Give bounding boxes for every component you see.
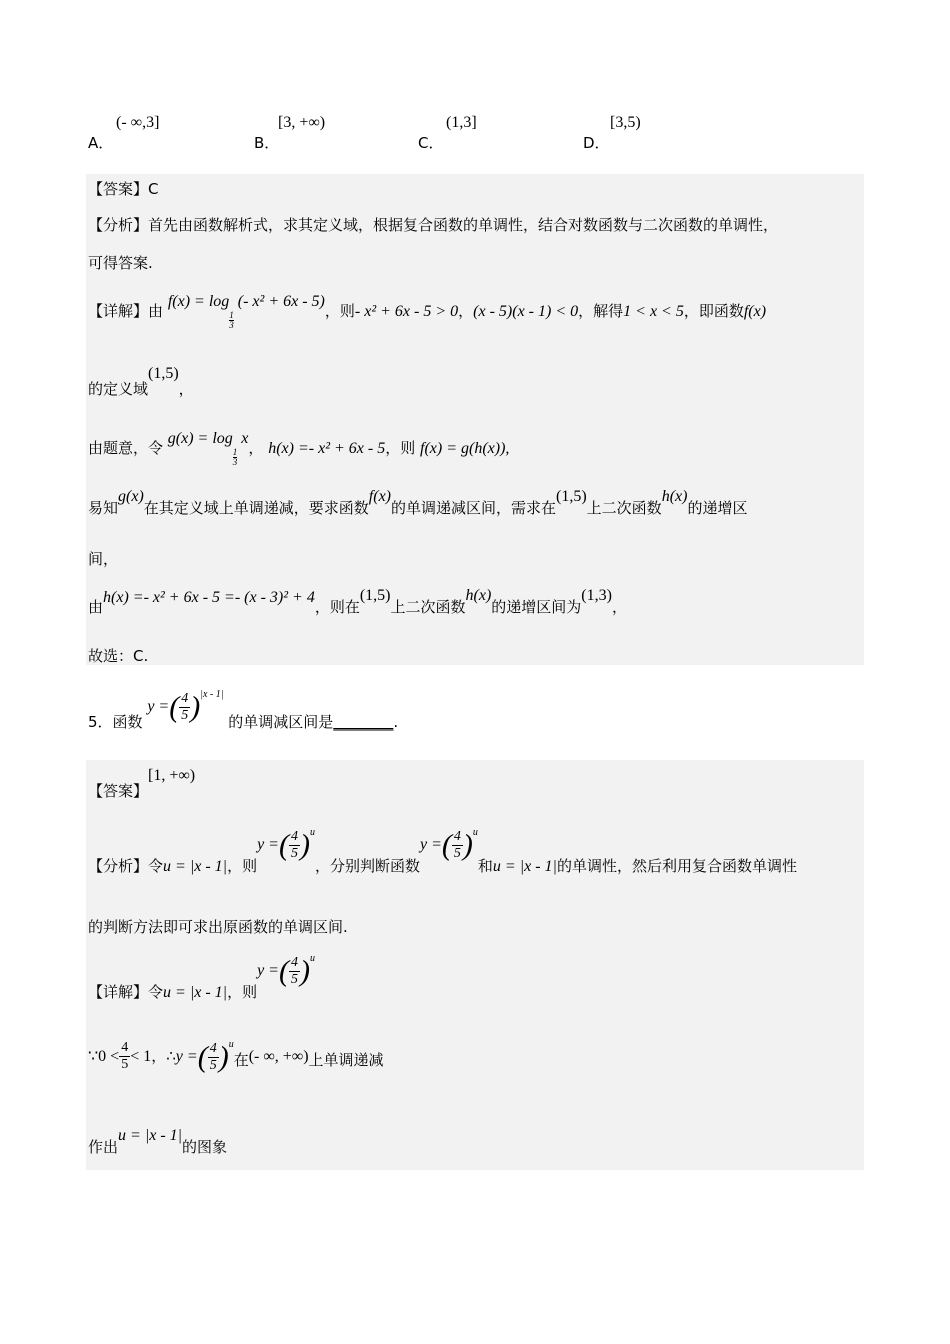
text-t1: 在其定义域上单调递减，要求函数 xyxy=(143,499,369,517)
option-d-value: [3,5) xyxy=(610,114,641,131)
y-eq-d: y = xyxy=(175,1048,198,1065)
text-zai: 在 xyxy=(233,1051,249,1069)
q4-vertex-line xyxy=(88,587,627,617)
answer-blank[interactable]: ________ xyxy=(333,712,394,731)
option-b-letter: B． xyxy=(254,134,280,152)
h-of-x-3: h(x) xyxy=(465,587,492,604)
frac-c xyxy=(289,955,300,988)
log-base-1-3: $\frac{1}{3}$ xyxy=(229,310,234,330)
log-argument: (- x² + 6x - 5) xyxy=(237,293,325,310)
text-t6: ，则在 xyxy=(314,598,360,616)
q4-analysis-line1 xyxy=(88,214,778,235)
inequality-1: - x² + 6x - 5 > 0 xyxy=(354,303,459,320)
frac-e-den: 5 xyxy=(209,1057,217,1073)
analysis-text: 首先由函数解析式，求其定义域，根据复合函数的单调性，结合对数函数与二次函数的单调性， xyxy=(148,216,779,234)
text-t9: ， xyxy=(611,598,627,616)
text-a-t1: ，分别判断函数 xyxy=(314,856,420,875)
answer-value: C xyxy=(148,180,159,198)
lp-a: ( xyxy=(278,828,289,861)
q5-detail-line1 xyxy=(88,952,315,1001)
y-eq-a: y = xyxy=(257,835,279,853)
exp-u-c: u xyxy=(309,952,315,964)
option-b-value: [3, +∞) xyxy=(278,114,326,131)
text-t7: 上二次函数 xyxy=(390,598,466,616)
q5-detail-line3 xyxy=(88,1127,228,1157)
q5-analysis-line1 xyxy=(88,826,797,875)
q4-mono-line2: 间， xyxy=(88,550,119,568)
y-eq-c: y = xyxy=(257,961,279,979)
text-t2: 的单调递减区间，需求在 xyxy=(391,499,557,517)
frac-b-num: 4 xyxy=(453,828,461,844)
frac-c-num: 4 xyxy=(290,954,298,970)
f-of-x: f(x) xyxy=(743,303,767,320)
q5-question xyxy=(88,688,399,731)
u-definition: u = |x - 1| xyxy=(163,857,228,875)
rp-c: ) xyxy=(299,954,310,987)
rp-b: ) xyxy=(462,828,473,861)
q5-function xyxy=(147,688,224,723)
u-definition-3: u = |x - 1| xyxy=(163,983,228,1001)
q4-detail-line1 xyxy=(88,293,767,340)
domain-value: (1,5) xyxy=(148,365,179,382)
q5-tail-text: 的单调减区间是 xyxy=(228,712,334,731)
text-ze: ，则 xyxy=(324,302,355,320)
lp-d: ( xyxy=(197,1040,208,1074)
text-jiede: ，解得 xyxy=(578,302,624,320)
exp-u-d: u xyxy=(228,1039,234,1050)
f-of-x-2: f(x) xyxy=(368,488,391,505)
text-t8: 的递增区间为 xyxy=(491,598,582,616)
q5-detail-line2 xyxy=(88,1040,384,1074)
rp-d: ) xyxy=(218,1040,229,1074)
text-ling: 令 xyxy=(148,856,164,875)
x-range: 1 < x < 5 xyxy=(623,303,684,320)
frac-den: 5 xyxy=(181,707,189,723)
u-definition-4: u = |x - 1| xyxy=(118,1127,183,1144)
h-vertex-form: h(x) =- x² + 6x - 5 =- (x - 3)² + 4 xyxy=(103,589,315,606)
g-of-x: g(x) xyxy=(118,488,144,505)
log-base-1-3-g: $\frac{1}{3}$ xyxy=(232,447,238,467)
y-pow-u xyxy=(257,826,315,861)
text-t4: 的递增区 xyxy=(687,499,748,517)
q4-analysis-line2: 可得答案. xyxy=(88,254,153,272)
q5-end: . xyxy=(393,712,399,731)
y-pow-u-3 xyxy=(257,952,315,987)
q5-answer-value: [1, +∞) xyxy=(148,767,196,784)
text-yizhi: 易知 xyxy=(88,499,119,517)
frac-num: 4 xyxy=(181,690,189,706)
answer-tag: 【答案】 xyxy=(88,180,149,198)
frac-e xyxy=(208,1041,219,1074)
frac-c-den: 5 xyxy=(290,971,298,987)
because-expr: ∵0 < xyxy=(88,1048,120,1065)
text-you: 由 xyxy=(148,302,164,320)
q5-exponent: |x - 1| xyxy=(200,688,224,700)
y-pow-u-4 xyxy=(175,1039,234,1074)
option-a-letter: A． xyxy=(88,134,114,152)
text-zuochu: 作出 xyxy=(88,1138,119,1156)
frac-d-num: 4 xyxy=(121,1040,129,1055)
text-a-t2: 的单调性，然后利用复合函数单调性 xyxy=(556,856,797,875)
q5-answer-tag: 【答案】 xyxy=(88,782,149,800)
q5-number: 5．函数 xyxy=(88,712,143,731)
g-log-label: g(x) = log xyxy=(167,430,233,447)
detail-tag: 【详解】 xyxy=(88,302,149,320)
text-t3: 上二次函数 xyxy=(586,499,662,517)
q5-answer-line xyxy=(88,767,196,801)
option-a-value: (- ∞,3] xyxy=(116,114,160,131)
q5-analysis-line2: 的判断方法即可求出原函数的单调区间. xyxy=(88,918,348,936)
frac-a-den: 5 xyxy=(290,845,298,861)
q4-answer-line xyxy=(88,178,159,199)
option-c-value: (1,3] xyxy=(446,114,477,131)
inequality-2: (x - 5)(x - 1) < 0 xyxy=(473,303,579,320)
q4-conclusion: 故选：C. xyxy=(88,647,149,665)
right-paren: ) xyxy=(190,690,201,723)
lt-one: < 1 xyxy=(130,1048,152,1065)
text-d-ling: 令 xyxy=(148,982,164,1001)
left-paren: ( xyxy=(169,690,180,723)
frac-b-den: 5 xyxy=(453,845,461,861)
q5-analysis-tag: 【分析】 xyxy=(88,856,149,875)
q5-y-eq: y = xyxy=(147,697,170,715)
let-text: 由题意，令 xyxy=(88,439,164,457)
frac-d xyxy=(119,1040,130,1073)
h-definition: h(x) =- x² + 6x - 5 xyxy=(268,440,386,457)
y-pow-u-2 xyxy=(420,826,478,861)
g-log-expr xyxy=(167,430,249,467)
q4-domain-line xyxy=(88,365,194,399)
text-graph: 的图象 xyxy=(182,1138,228,1156)
lp-b: ( xyxy=(441,828,452,861)
domain-end: ， xyxy=(178,380,194,398)
q4-let-line xyxy=(88,430,510,477)
text-then: ，则 xyxy=(385,439,416,457)
h-of-x: h(x) xyxy=(661,488,688,505)
analysis-tag: 【分析】 xyxy=(88,216,149,234)
g-log-arg: x xyxy=(241,430,249,447)
text-jihanshu: ，即函数 xyxy=(683,302,744,320)
domain-text: 的定义域 xyxy=(88,380,149,398)
q5-tail xyxy=(228,713,398,731)
interval-1-5-b: (1,5) xyxy=(359,587,391,604)
frac-e-num: 4 xyxy=(209,1040,217,1056)
f-log-expr xyxy=(167,293,325,330)
fraction-4-5 xyxy=(179,691,190,724)
interval-1-3: (1,3) xyxy=(581,587,612,604)
q4-mono-line xyxy=(88,488,748,518)
lp-c: ( xyxy=(278,954,289,987)
y-eq-b: y = xyxy=(420,835,442,853)
text-ze-5: ，则 xyxy=(227,856,258,875)
text-comma-2: ， xyxy=(248,439,264,457)
option-d-letter: D． xyxy=(583,134,610,152)
interval-all-real: (- ∞, +∞) xyxy=(248,1048,309,1065)
text-he: 和 xyxy=(477,856,493,875)
frac-a-num: 4 xyxy=(290,828,298,844)
composition: f(x) = g(h(x)), xyxy=(420,440,510,457)
exp-u-b: u xyxy=(472,826,478,838)
option-c-letter: C． xyxy=(418,134,444,152)
text-you-2: 由 xyxy=(88,598,104,616)
text-decreasing: 上单调递减 xyxy=(308,1051,384,1069)
frac-d-den: 5 xyxy=(121,1057,129,1072)
frac-a xyxy=(289,829,300,862)
f-log-label: f(x) = log xyxy=(167,293,230,310)
u-definition-2: u = |x - 1| xyxy=(492,857,557,875)
therefore: ，∴ xyxy=(151,1047,176,1065)
frac-b xyxy=(452,829,463,862)
rp-a: ) xyxy=(299,828,310,861)
text-d-ze: ，则 xyxy=(227,982,258,1001)
exp-u-a: u xyxy=(309,826,315,838)
q5-detail-tag: 【详解】 xyxy=(88,982,149,1001)
text-comma: ， xyxy=(458,302,474,320)
interval-1-5: (1,5) xyxy=(556,488,587,505)
